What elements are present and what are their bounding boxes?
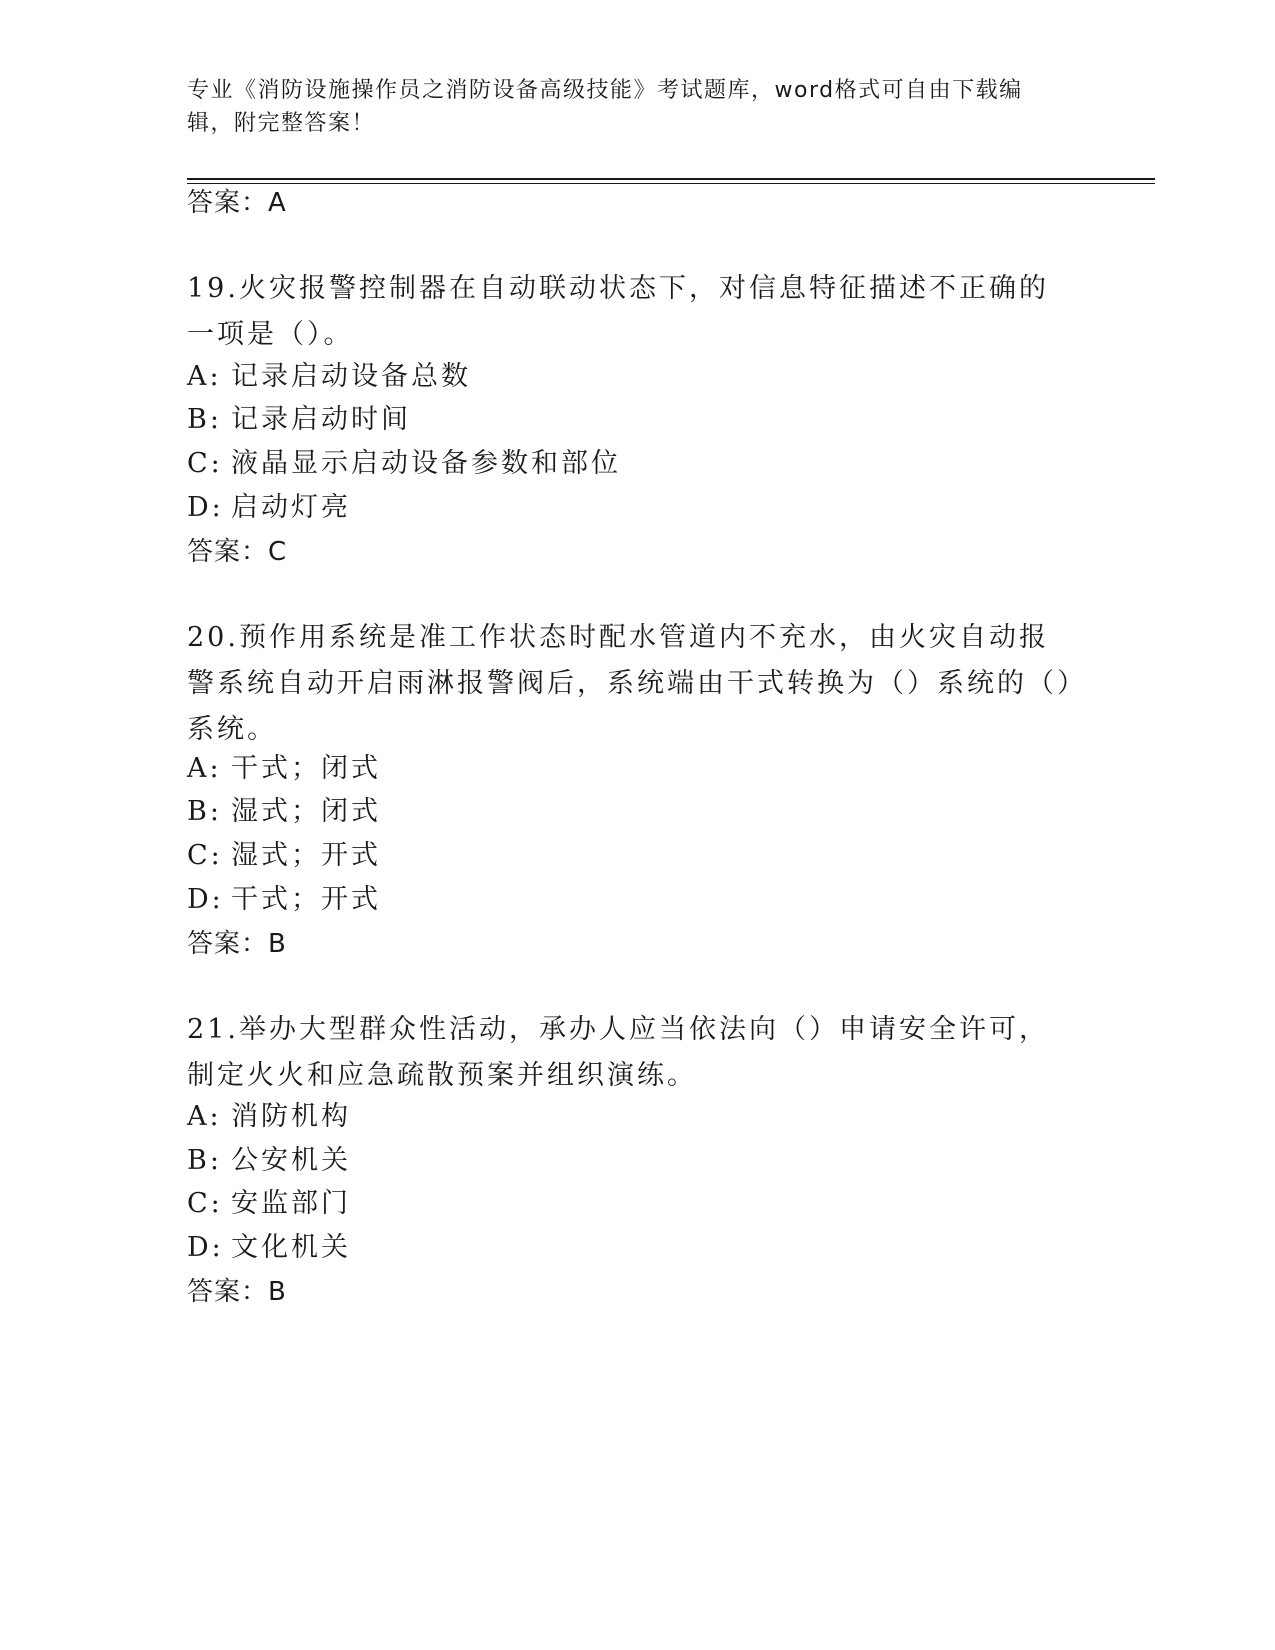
question-20-option-d xyxy=(187,885,381,915)
option-key: D: xyxy=(187,492,224,523)
option-text: 公安机关 xyxy=(231,1145,351,1176)
option-key: B: xyxy=(187,404,222,435)
option-key: C: xyxy=(187,840,223,871)
question-21-option-d xyxy=(187,1233,351,1263)
question-19-option-c xyxy=(187,449,621,479)
option-key: A: xyxy=(187,1101,222,1132)
question-21-option-b xyxy=(187,1146,351,1176)
question-20-text: 20.预作用系统是准工作状态时配水管道内不充水，由火灾自动报警系统自动开启雨淋报警阀后，系统端由干式转换为（）系统的（）系统。 xyxy=(187,622,1074,745)
option-text: 安监部门 xyxy=(231,1188,351,1219)
option-text: 液晶显示启动设备参数和部位 xyxy=(231,448,621,479)
option-key: C: xyxy=(187,448,223,479)
answer-label: 答案： xyxy=(187,537,269,567)
header-divider xyxy=(187,178,1155,180)
option-key: A: xyxy=(187,753,222,784)
document-header: 专业《消防设施操作员之消防设备高级技能》考试题库，word格式可自由下载编辑，附完整答案！ xyxy=(187,78,1023,136)
option-key: B: xyxy=(187,796,222,827)
option-key: B: xyxy=(187,1145,222,1176)
option-text: 干式；闭式 xyxy=(231,753,381,784)
question-20-option-a xyxy=(187,754,381,784)
option-text: 记录启动设备总数 xyxy=(231,361,471,392)
option-key: C: xyxy=(187,1188,223,1219)
answer-label: 答案： xyxy=(187,188,269,218)
header-divider-thin xyxy=(187,183,1155,184)
question-19-option-d xyxy=(187,493,351,523)
answer-value: A xyxy=(268,188,287,218)
option-text: 文化机关 xyxy=(231,1232,351,1263)
option-key: A: xyxy=(187,361,222,392)
question-21-option-c xyxy=(187,1189,351,1219)
answer-label: 答案： xyxy=(187,929,269,959)
option-text: 湿式；闭式 xyxy=(231,796,381,827)
option-text: 消防机构 xyxy=(231,1101,351,1132)
question-20-answer xyxy=(187,929,287,959)
option-key: D: xyxy=(187,1232,224,1263)
question-21-option-a xyxy=(187,1102,351,1132)
answer-value: C xyxy=(268,537,288,567)
question-20-option-b xyxy=(187,797,381,827)
option-text: 湿式；开式 xyxy=(231,840,381,871)
option-text: 干式；开式 xyxy=(231,884,381,915)
question-21-text: 21.举办大型群众性活动，承办人应当依法向（）申请安全许可，制定火火和应急疏散预案并组织演练。 xyxy=(187,1014,1049,1091)
answer-line xyxy=(187,188,287,218)
question-19-option-b xyxy=(187,405,411,435)
question-21-answer xyxy=(187,1277,287,1307)
option-key: D: xyxy=(187,884,224,915)
option-text: 启动灯亮 xyxy=(231,492,351,523)
question-20-option-c xyxy=(187,841,381,871)
answer-value: B xyxy=(268,929,287,959)
answer-label: 答案： xyxy=(187,1277,269,1307)
answer-value: B xyxy=(268,1277,287,1307)
question-19-answer xyxy=(187,537,287,567)
question-19-option-a xyxy=(187,362,471,392)
option-text: 记录启动时间 xyxy=(231,404,411,435)
question-19-text: 19.火灾报警控制器在自动联动状态下，对信息特征描述不正确的一项是（）。 xyxy=(187,273,1049,350)
